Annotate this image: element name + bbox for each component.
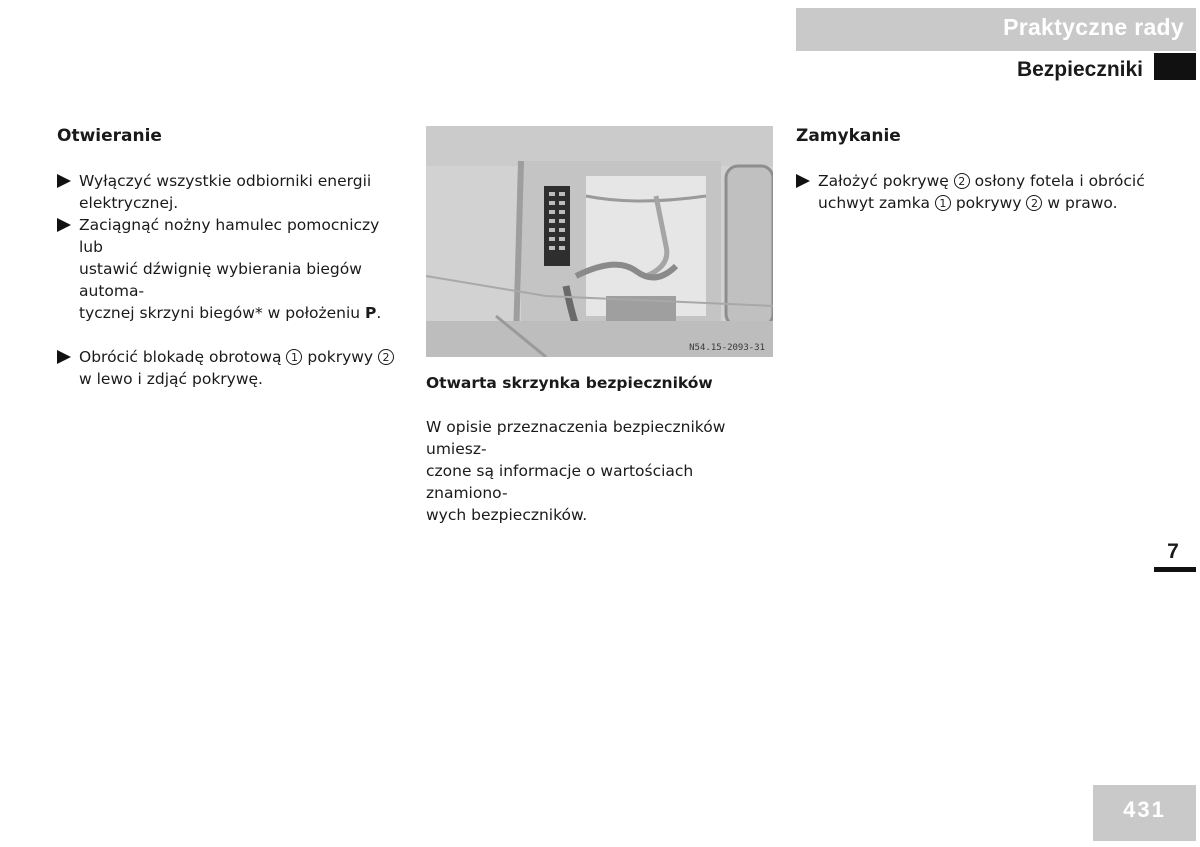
- bullet-triangle-icon: [57, 174, 71, 188]
- page-number: 431: [1123, 797, 1166, 822]
- section-title: Bezpieczniki: [1016, 58, 1143, 81]
- step-text: Wyłączyć wszystkie odbiorniki energii elektrycznej.: [79, 172, 372, 212]
- page-number-box: [1093, 785, 1196, 841]
- step-punct: .: [376, 304, 382, 322]
- chapter-number: 7: [1167, 540, 1179, 563]
- opening-heading: Otwieranie: [57, 126, 162, 146]
- step-fragment: w lewo i zdjąć pokrywę.: [79, 370, 263, 388]
- step-fragment: pokrywy: [302, 348, 379, 366]
- paragraph-line: W opisie przeznaczenia bezpieczników umiesz-: [426, 418, 726, 458]
- photo-caption: Otwarta skrzynka bezpieczników: [426, 374, 713, 392]
- bullet-triangle-icon: [57, 350, 71, 364]
- step-line: ustawić dźwignię wybierania biegów automa-: [79, 260, 362, 300]
- step-text: [818, 170, 1154, 214]
- marker-1: 1: [935, 195, 951, 211]
- chapter-title: Praktyczne rady: [1003, 14, 1184, 40]
- paragraph-line: czone są informacje o wartościach znamiono-: [426, 462, 694, 502]
- marker-1: 1: [286, 349, 302, 365]
- chapter-tab-bar: [1154, 567, 1196, 572]
- marker-2: 2: [954, 173, 970, 189]
- step-text: [79, 346, 407, 390]
- gear-position-p: P: [365, 304, 377, 322]
- list-item: [57, 346, 407, 390]
- section-marker-block: [1154, 53, 1196, 80]
- chapter-header: [796, 8, 1196, 51]
- closing-heading: Zamykanie: [796, 126, 901, 146]
- marker-2: 2: [378, 349, 394, 365]
- bullet-triangle-icon: [57, 218, 71, 232]
- step-fragment: Obrócić blokadę obrotową: [79, 348, 287, 366]
- list-item: [57, 214, 407, 324]
- list-item: [57, 170, 407, 214]
- marker-2: 2: [1026, 195, 1042, 211]
- bullet-triangle-icon: [796, 174, 810, 188]
- fuse-info-paragraph: [426, 416, 776, 526]
- fuse-box-illustration: [426, 126, 773, 357]
- step-line: Zaciągnąć nożny hamulec pomocniczy lub: [79, 216, 380, 256]
- step-fragment: osłony fotela i obrócić: [969, 172, 1145, 190]
- image-code: N54.15-2093-31: [689, 343, 765, 353]
- step-text: [79, 214, 407, 324]
- step-fragment: w prawo.: [1042, 194, 1118, 212]
- paragraph-line: wych bezpieczników.: [426, 506, 588, 524]
- opening-steps: [57, 170, 407, 390]
- step-fragment: Założyć pokrywę: [818, 172, 954, 190]
- step-fragment: uchwyt zamka: [818, 194, 935, 212]
- step-line: tycznej skrzyni biegów* w położeniu: [79, 304, 366, 322]
- closing-steps: [796, 170, 1156, 214]
- list-item: [796, 170, 1156, 214]
- step-fragment: pokrywy: [950, 194, 1027, 212]
- fuse-box-photo: [426, 126, 773, 357]
